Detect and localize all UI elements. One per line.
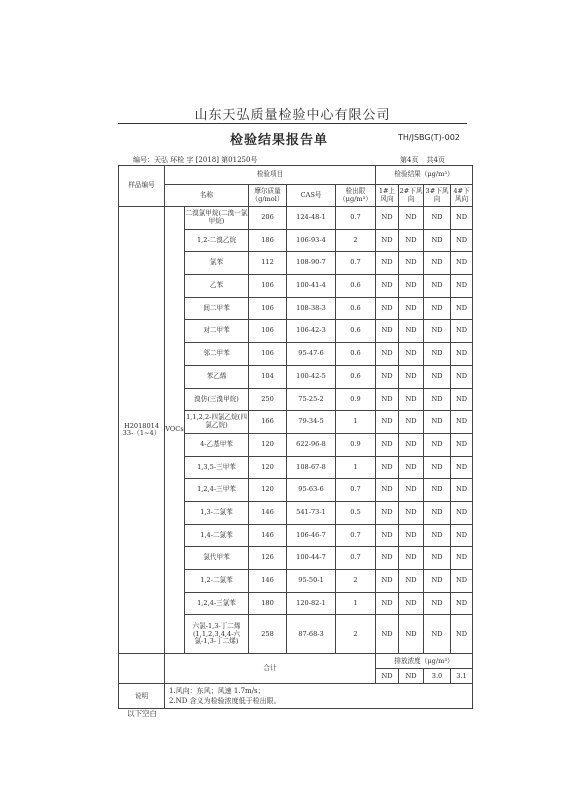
result-point-2: ND [399, 433, 424, 456]
result-point-2: ND [399, 456, 424, 479]
result-point-3: ND [424, 547, 451, 570]
result-point-1: ND [376, 615, 399, 654]
molar-mass: 106 [249, 297, 287, 320]
result-point-4: ND [451, 433, 473, 456]
compound-name: 二溴氯甲烷(二溴一氯甲烷) [185, 207, 249, 230]
header-test-items: 检验项目 [165, 166, 376, 185]
molar-mass: 120 [249, 433, 287, 456]
result-point-4: ND [451, 456, 473, 479]
result-point-3: ND [424, 411, 451, 434]
results-table [118, 165, 473, 709]
compound-name: 1,3,5-三甲苯 [185, 456, 249, 479]
notes-row [119, 684, 473, 709]
result-point-2: ND [399, 570, 424, 593]
report-title: 检验结果报告单 [230, 133, 329, 148]
detection-limit: 0.7 [336, 547, 376, 570]
compound-name: 氯代甲苯 [185, 547, 249, 570]
result-point-1: ND [376, 365, 399, 388]
detection-limit: 0.9 [336, 433, 376, 456]
compound-name: 对二甲苯 [185, 320, 249, 343]
compound-name: 1,1,2,2-四氯乙烷(四氯乙烷) [185, 411, 249, 434]
detection-limit: 0.6 [336, 320, 376, 343]
compound-name: 邻二甲苯 [185, 343, 249, 366]
result-point-4: ND [451, 343, 473, 366]
cas-number: 541-73-1 [287, 501, 336, 524]
result-point-4: ND [451, 547, 473, 570]
result-point-2: ND [399, 343, 424, 366]
result-point-1: ND [376, 570, 399, 593]
result-point-3: ND [424, 320, 451, 343]
result-point-2: ND [399, 547, 424, 570]
page-total: 共4页 [426, 156, 445, 164]
molar-mass: 250 [249, 388, 287, 411]
header-molar-mass: 摩尔质量（g/mol） [249, 185, 287, 207]
header-point-1: 1#上风向 [376, 185, 399, 207]
result-point-1: ND [376, 275, 399, 298]
header-sample-no: 样品编号 [119, 166, 165, 207]
result-point-1: ND [376, 388, 399, 411]
compound-name: 氯苯 [185, 252, 249, 275]
result-point-3: ND [424, 252, 451, 275]
result-point-4: ND [451, 365, 473, 388]
total-point-1: ND [376, 669, 399, 684]
result-point-1: ND [376, 547, 399, 570]
detection-limit: 0.7 [336, 479, 376, 502]
result-point-2: ND [399, 388, 424, 411]
result-point-4: ND [451, 297, 473, 320]
cas-number: 106-93-4 [287, 229, 336, 252]
header-rule [118, 123, 467, 124]
cas-number: 100-41-4 [287, 275, 336, 298]
result-point-3: ND [424, 365, 451, 388]
result-point-4: ND [451, 570, 473, 593]
compound-name: 1,2-二氯苯 [185, 570, 249, 593]
result-point-3: ND [424, 275, 451, 298]
detection-limit: 2 [336, 229, 376, 252]
result-point-1: ND [376, 320, 399, 343]
header-name: 名称 [165, 185, 249, 207]
result-point-2: ND [399, 615, 424, 654]
notes-content [165, 684, 473, 709]
detection-limit: 0.6 [336, 343, 376, 366]
result-point-3: ND [424, 297, 451, 320]
cas-number: 120-82-1 [287, 592, 336, 615]
result-point-1: ND [376, 252, 399, 275]
result-point-1: ND [376, 501, 399, 524]
result-point-3: ND [424, 207, 451, 230]
result-point-1: ND [376, 229, 399, 252]
note-line: 1.风向：东风；风速 1.7m/s； [169, 686, 265, 695]
cas-number: 106-46-7 [287, 524, 336, 547]
table-row [119, 207, 473, 230]
result-point-3: ND [424, 592, 451, 615]
molar-mass: 186 [249, 229, 287, 252]
result-point-4: ND [451, 479, 473, 502]
company-name: 山东天弘质量检验中心有限公司 [194, 108, 391, 123]
result-point-1: ND [376, 343, 399, 366]
cas-number: 75-25-2 [287, 388, 336, 411]
result-point-4: ND [451, 275, 473, 298]
category-cell: VOCs [165, 207, 185, 654]
compound-name: 4-乙基甲苯 [185, 433, 249, 456]
result-point-1: ND [376, 592, 399, 615]
molar-mass: 258 [249, 615, 287, 654]
molar-mass: 106 [249, 275, 287, 298]
molar-mass: 126 [249, 547, 287, 570]
compound-name: 1,2,4-三氯苯 [185, 592, 249, 615]
cas-number: 124-48-1 [287, 207, 336, 230]
detection-limit: 0.7 [336, 207, 376, 230]
result-point-4: ND [451, 388, 473, 411]
molar-mass: 106 [249, 343, 287, 366]
result-point-1: ND [376, 207, 399, 230]
result-point-4: ND [451, 229, 473, 252]
compound-name: 间二甲苯 [185, 297, 249, 320]
molar-mass: 106 [249, 320, 287, 343]
compound-name: 乙苯 [185, 275, 249, 298]
page-info [400, 155, 453, 165]
detection-limit: 0.7 [336, 252, 376, 275]
sample-number-cell: H2018014 33-（1~4） [119, 207, 165, 654]
result-point-3: ND [424, 615, 451, 654]
cas-number: 622-96-8 [287, 433, 336, 456]
result-point-2: ND [399, 592, 424, 615]
result-point-2: ND [399, 411, 424, 434]
result-point-3: ND [424, 501, 451, 524]
result-point-2: ND [399, 479, 424, 502]
result-point-2: ND [399, 320, 424, 343]
result-point-3: ND [424, 456, 451, 479]
total-row [119, 654, 473, 669]
result-point-4: ND [451, 320, 473, 343]
result-point-3: ND [424, 479, 451, 502]
form-code: TH/JSBG(T)-002 [398, 133, 460, 142]
result-point-4: ND [451, 501, 473, 524]
result-point-4: ND [451, 592, 473, 615]
report-number: 编号：天弘 环检 字 [2018] 第01250号 [133, 156, 258, 164]
compound-name: 溴仿(三溴甲烷) [185, 388, 249, 411]
total-point-2: ND [399, 669, 424, 684]
molar-mass: 146 [249, 501, 287, 524]
cas-number: 100-44-7 [287, 547, 336, 570]
cas-number: 79-34-5 [287, 411, 336, 434]
total-label: 合计 [165, 654, 376, 684]
detection-limit: 1 [336, 592, 376, 615]
compound-name: 1,2,4-三甲苯 [185, 479, 249, 502]
emission-label: 排放浓度（μg/m³） [376, 654, 473, 669]
detection-limit: 0.9 [336, 388, 376, 411]
result-point-2: ND [399, 252, 424, 275]
result-point-2: ND [399, 229, 424, 252]
result-point-3: ND [424, 524, 451, 547]
header-point-3: 3#下风向 [424, 185, 451, 207]
molar-mass: 112 [249, 252, 287, 275]
detection-limit: 1 [336, 456, 376, 479]
result-point-2: ND [399, 501, 424, 524]
header-point-2: 2#下风向 [399, 185, 424, 207]
compound-name: 六氯-1,3-丁二烯(1,1,2,3,4,4-六氯-1,3-丁二烯) [185, 615, 249, 654]
total-point-4: 3.1 [451, 669, 473, 684]
cas-number: 87-68-3 [287, 615, 336, 654]
cas-number: 108-90-7 [287, 252, 336, 275]
result-point-1: ND [376, 479, 399, 502]
result-point-4: ND [451, 207, 473, 230]
result-point-1: ND [376, 456, 399, 479]
detection-limit: 0.6 [336, 365, 376, 388]
cas-number: 108-38-3 [287, 297, 336, 320]
total-blank [119, 654, 165, 684]
detection-limit: 2 [336, 615, 376, 654]
result-point-4: ND [451, 411, 473, 434]
molar-mass: 104 [249, 365, 287, 388]
detection-limit: 1 [336, 411, 376, 434]
detection-limit: 0.6 [336, 275, 376, 298]
compound-name: 苯乙烯 [185, 365, 249, 388]
detection-limit: 0.6 [336, 297, 376, 320]
blank-below-note: 以下空白 [127, 709, 157, 718]
detection-limit: 0.5 [336, 501, 376, 524]
cas-number: 106-42-3 [287, 320, 336, 343]
result-point-1: ND [376, 297, 399, 320]
result-point-3: ND [424, 433, 451, 456]
header-test-results: 检验结果（μg/m³） [376, 166, 473, 185]
compound-name: 1,2-二溴乙烷 [185, 229, 249, 252]
detection-limit: 2 [336, 570, 376, 593]
detection-limit: 0.7 [336, 524, 376, 547]
result-point-2: ND [399, 524, 424, 547]
cas-number: 95-50-1 [287, 570, 336, 593]
molar-mass: 146 [249, 570, 287, 593]
result-point-2: ND [399, 365, 424, 388]
header-limit: 检出限（μg/m³） [336, 185, 376, 207]
molar-mass: 180 [249, 592, 287, 615]
cas-number: 95-47-6 [287, 343, 336, 366]
cas-number: 108-67-8 [287, 456, 336, 479]
compound-name: 1,4-二氯苯 [185, 524, 249, 547]
result-point-3: ND [424, 388, 451, 411]
result-point-2: ND [399, 275, 424, 298]
result-point-3: ND [424, 343, 451, 366]
cas-number: 100-42-5 [287, 365, 336, 388]
result-point-4: ND [451, 615, 473, 654]
notes-label: 说明 [119, 684, 165, 709]
header-cas: CAS号 [287, 185, 336, 207]
result-point-1: ND [376, 433, 399, 456]
total-point-3: 3.0 [424, 669, 451, 684]
compound-name: 1,3-二氯苯 [185, 501, 249, 524]
result-point-1: ND [376, 524, 399, 547]
result-point-1: ND [376, 411, 399, 434]
cas-number: 95-63-6 [287, 479, 336, 502]
molar-mass: 206 [249, 207, 287, 230]
molar-mass: 146 [249, 524, 287, 547]
result-point-4: ND [451, 524, 473, 547]
result-point-3: ND [424, 229, 451, 252]
molar-mass: 166 [249, 411, 287, 434]
header-point-4: 4#下风向 [451, 185, 473, 207]
note-line: 2.ND 含义为检验浓度低于检出限。 [169, 697, 281, 706]
page-number: 第4页 [400, 156, 419, 164]
molar-mass: 120 [249, 456, 287, 479]
result-point-3: ND [424, 570, 451, 593]
result-point-2: ND [399, 207, 424, 230]
molar-mass: 120 [249, 479, 287, 502]
result-point-4: ND [451, 252, 473, 275]
result-point-2: ND [399, 297, 424, 320]
